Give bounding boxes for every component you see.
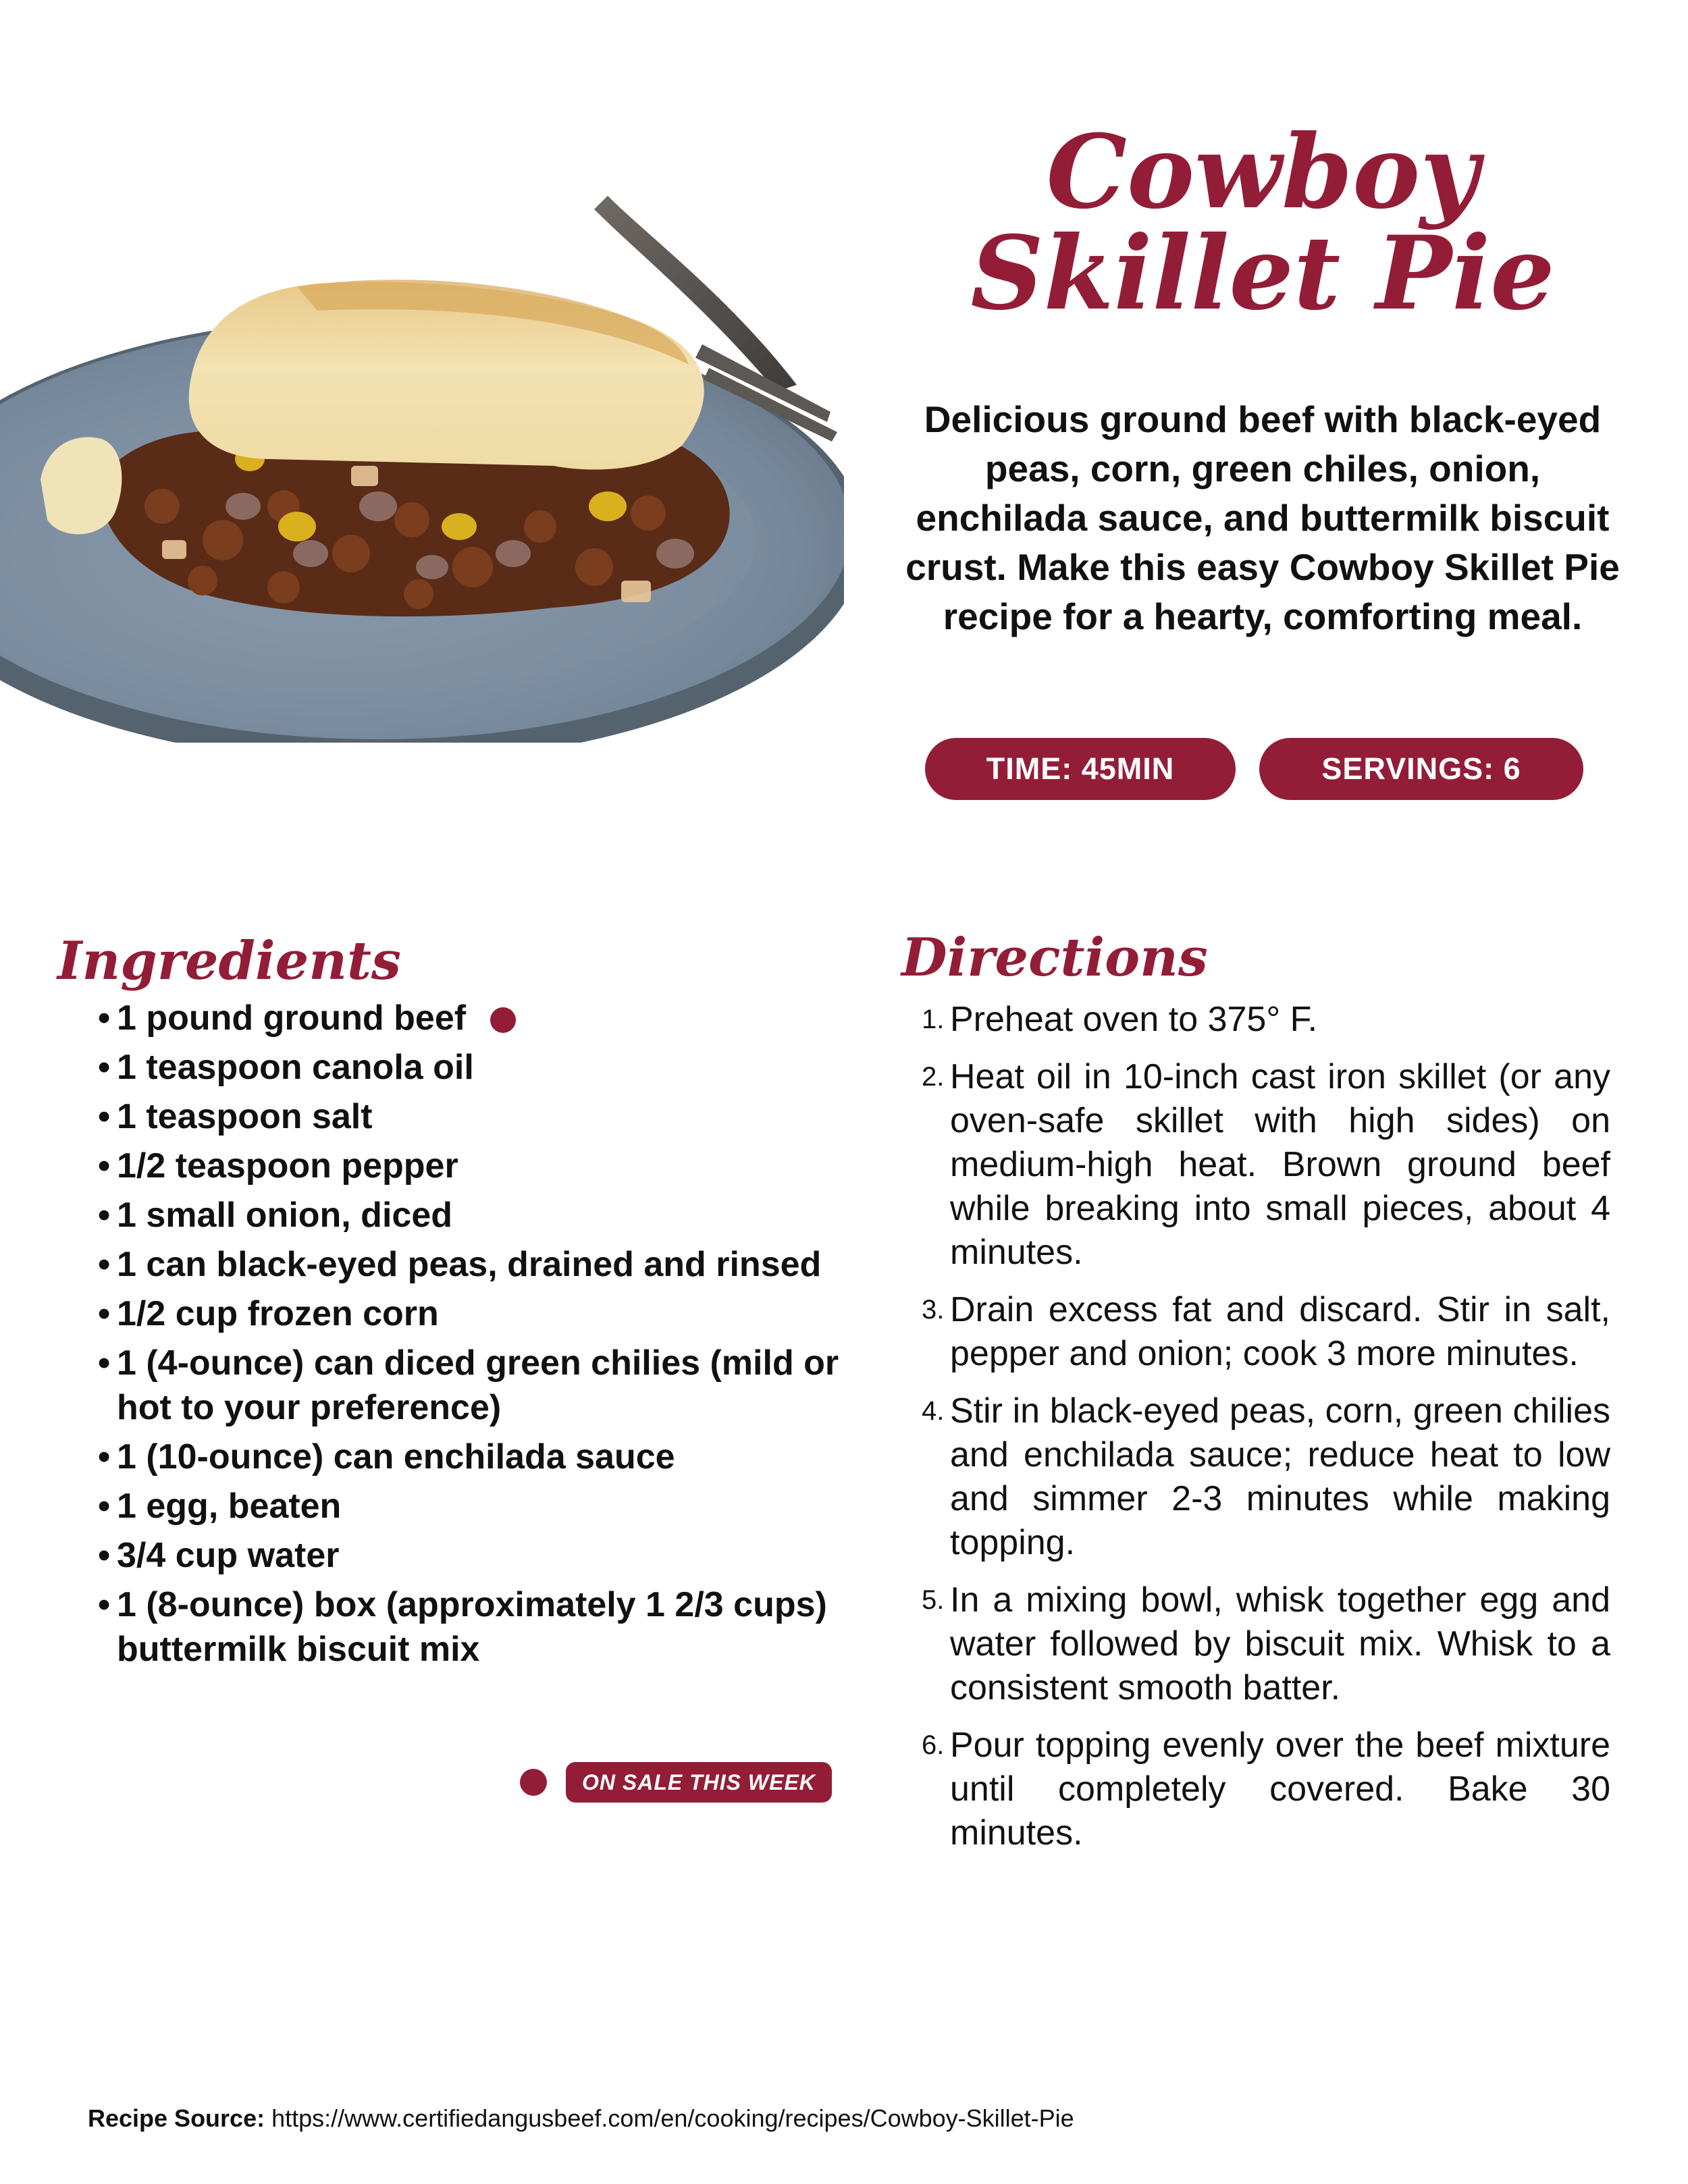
- title-line-1: Cowboy: [1046, 113, 1479, 232]
- ingredient-item: • 1 teaspoon salt: [98, 1097, 373, 1136]
- direction-step: 4. Stir in black-eyed peas, corn, green chilies and enchilada sauce; reduce heat to low and simmer 2-3 minutes while making topping.: [922, 1391, 1610, 1562]
- ingredient-item: • 3/4 cup water: [98, 1536, 340, 1575]
- servings-badge: SERVINGS: 6: [1259, 738, 1583, 800]
- recipe-description: Delicious ground beef with black-eyed peas, corn, green chiles, onion, enchilada sauce, and buttermilk biscuit crust. Make this easy Cowboy Skillet Pie recipe for a hearty, comforting meal.: [905, 398, 1620, 637]
- ingredient-item: • 1 (4-ounce) can diced green chilies (mild or hot to your preference): [98, 1343, 839, 1427]
- source-url-link[interactable]: https://www.certifiedangusbeef.com/en/cooking/recipes/Cowboy-Skillet-Pie: [271, 2104, 1074, 2132]
- time-badge: TIME: 45MIN: [925, 738, 1236, 800]
- on-sale-label: ON SALE THIS WEEK: [566, 1762, 832, 1803]
- ingredient-item: • 1/2 cup frozen corn: [98, 1294, 439, 1333]
- direction-step: 1. Preheat oven to 375° F.: [922, 1000, 1318, 1039]
- on-sale-dot-icon: [520, 1769, 547, 1796]
- direction-step: 3. Drain excess fat and discard. Stir in salt, pepper and onion; cook 3 more minutes.: [922, 1290, 1610, 1373]
- on-sale-dot-icon: [490, 1007, 516, 1033]
- ingredient-item: • 1/2 teaspoon pepper: [98, 1146, 458, 1186]
- source-label: Recipe Source:: [88, 2104, 265, 2132]
- pie-on-plate-image: [0, 189, 844, 743]
- direction-step: 2. Heat oil in 10-inch cast iron skillet (or any oven-safe skillet with high sides) on medium-high heat. Brown ground beef while breaking into small pieces, about 4 minutes.: [922, 1057, 1610, 1272]
- recipe-source: [88, 2104, 1074, 2133]
- ingredient-item: • 1 (10-ounce) can enchilada sauce: [98, 1437, 675, 1476]
- ingredients-heading: Ingredients: [57, 930, 401, 992]
- direction-step: 5. In a mixing bowl, whisk together egg and water followed by biscuit mix. Whisk to a consistent smooth batter.: [922, 1580, 1610, 1707]
- directions-heading: Directions: [901, 927, 1208, 988]
- ingredient-item: • 1 egg, beaten: [98, 1487, 342, 1526]
- directions-list: [922, 998, 1610, 1869]
- ingredient-item: • 1 pound ground beef: [98, 996, 847, 1040]
- ingredient-item: • 1 teaspoon canola oil: [98, 1048, 474, 1087]
- title-line-2: Skillet Pie: [970, 214, 1555, 333]
- direction-step: 6. Pour topping evenly over the beef mixture until completely covered. Bake 30 minutes.: [922, 1726, 1610, 1853]
- ingredients-list: [98, 996, 847, 1676]
- ingredient-item: • 1 can black-eyed peas, drained and rinsed: [98, 1245, 822, 1284]
- ingredient-item: • 1 (8-ounce) box (approximately 1 2/3 cups) buttermilk biscuit mix: [98, 1585, 827, 1669]
- on-sale-legend: [520, 1762, 832, 1803]
- ingredient-item: • 1 small onion, diced: [98, 1196, 452, 1235]
- recipe-photo: [0, 189, 844, 743]
- recipe-title: [898, 113, 1627, 333]
